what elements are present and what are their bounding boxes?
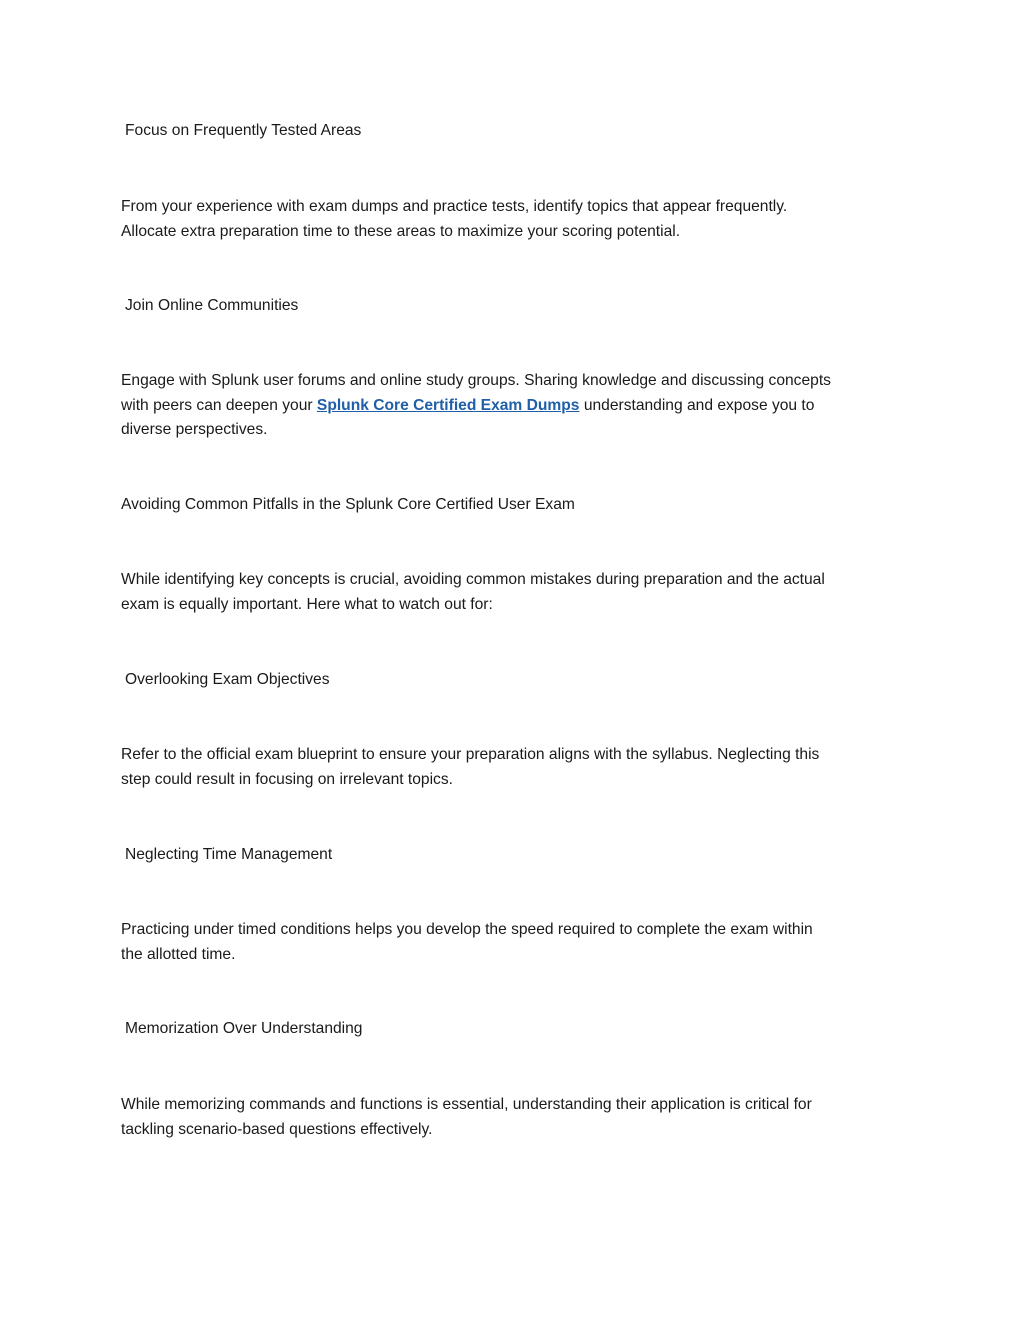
paragraph-line: While memorizing commands and functions is essential, understanding their application is critical for — [121, 1096, 812, 1113]
section-heading: Neglecting Time Management — [125, 846, 333, 863]
paragraph — [121, 195, 901, 244]
paragraph-line: From your experience with exam dumps and practice tests, identify topics that appear frequently. — [121, 198, 788, 215]
paragraph-line: the allotted time. — [121, 945, 236, 963]
paragraph-line: Engage with Splunk user forums and online study groups. Sharing knowledge and discussing concepts — [121, 372, 831, 389]
paragraph — [121, 568, 901, 617]
paragraph-line: Allocate extra preparation time to these areas to maximize your scoring potential. — [121, 222, 681, 240]
paragraph-line: Practicing under timed conditions helps you develop the speed required to complete the exam within — [121, 921, 813, 938]
paragraph-line: exam is equally important. Here what to watch out for: — [121, 595, 493, 613]
section-heading: Avoiding Common Pitfalls in the Splunk Core Certified User Exam — [121, 496, 575, 513]
text-fragment: with peers can deepen your — [121, 396, 317, 414]
paragraph — [121, 369, 901, 443]
section-heading: Overlooking Exam Objectives — [125, 671, 330, 688]
text-fragment: understanding and expose you to — [579, 396, 815, 414]
paragraph-line: tackling scenario-based questions effectively. — [121, 1120, 433, 1138]
paragraph-line: step could result in focusing on irrelevant topics. — [121, 770, 453, 788]
paragraph-line: diverse perspectives. — [121, 421, 268, 438]
paragraph — [121, 743, 901, 792]
exam-dumps-link[interactable]: Splunk Core Certified Exam Dumps — [316, 396, 580, 414]
paragraph — [121, 918, 901, 967]
section-heading: Focus on Frequently Tested Areas — [125, 122, 362, 139]
paragraph — [121, 1093, 901, 1142]
paragraph-line: Refer to the official exam blueprint to ensure your preparation aligns with the syllabus. Neglecting this — [121, 746, 820, 763]
paragraph-line — [121, 394, 901, 419]
paragraph-line: While identifying key concepts is crucial, avoiding common mistakes during preparation and the actual — [121, 571, 825, 588]
section-heading: Memorization Over Understanding — [125, 1020, 363, 1037]
section-heading: Join Online Communities — [125, 297, 299, 314]
